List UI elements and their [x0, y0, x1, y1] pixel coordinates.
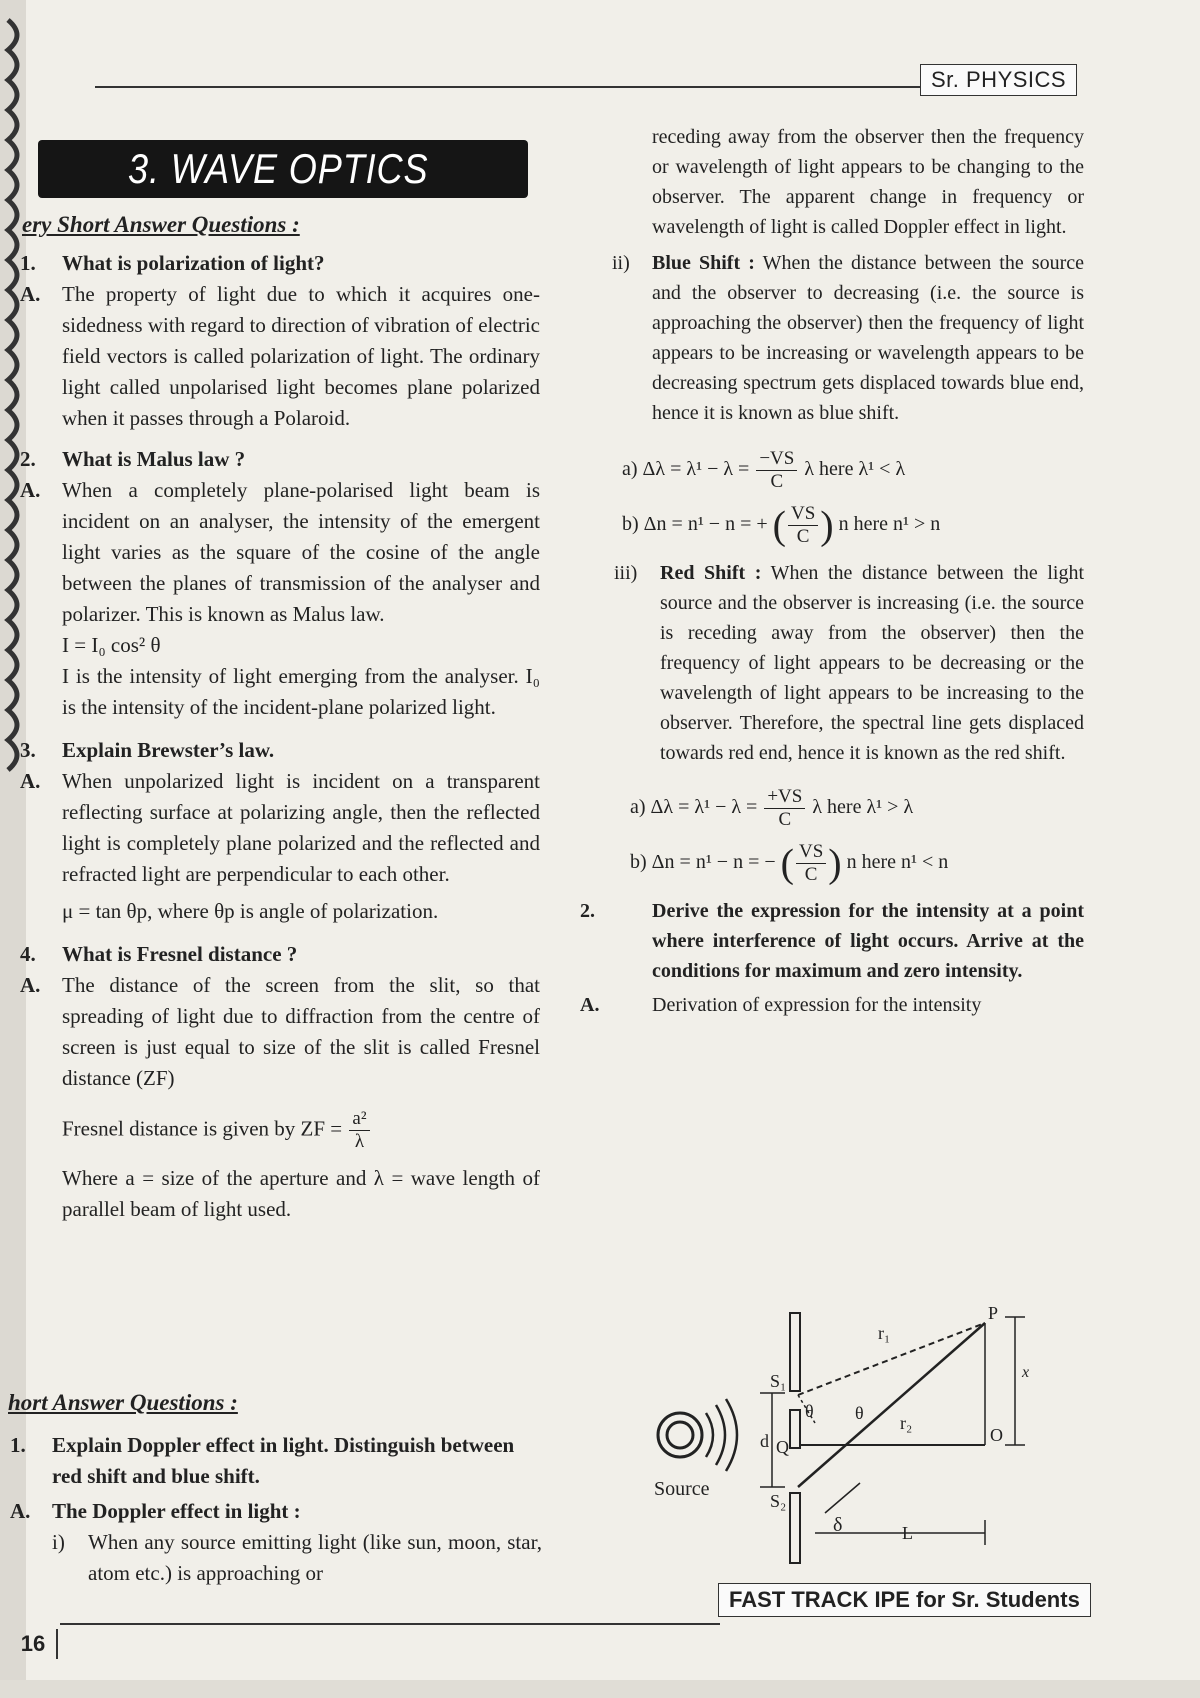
wavefront	[716, 1405, 725, 1465]
question-text: What is Malus law ?	[62, 447, 246, 471]
fresnel-formula	[62, 1108, 540, 1153]
page-number: 16	[10, 1629, 58, 1659]
answer-3	[20, 766, 540, 927]
label-r1: r₁	[878, 1323, 891, 1343]
fraction-numerator: a²	[349, 1108, 369, 1131]
answer-2	[20, 475, 540, 723]
label-source: Source	[654, 1478, 710, 1500]
question-right-2	[580, 896, 1084, 986]
question-1	[20, 248, 540, 279]
footer-rule	[60, 1623, 720, 1625]
answer-text: When unpolarized light is incident on a transparent reflecting surface at polarizing angle, then the reflected light is completely plane polarized and the reflected and refracted light are perpendicular to each other.	[62, 769, 540, 886]
eq-fraction	[764, 786, 805, 831]
fraction-denominator: C	[804, 864, 818, 885]
answer-tag: A.	[20, 282, 41, 306]
answer-point-i	[52, 1527, 542, 1589]
point-tag: i)	[52, 1530, 65, 1554]
ray-r1	[798, 1323, 985, 1395]
eq-rhs: n here n¹ < n	[846, 851, 949, 874]
answer-4	[20, 970, 540, 1225]
eq-rhs: λ here λ¹ < λ	[804, 458, 906, 481]
doppler-continuation: receding away from the observer then the frequency or wavelength of light appears to be changing to the observer. The apparent change in frequency or wavelength of light is called Doppler effect in light.	[652, 126, 1084, 238]
answer-5	[10, 1496, 542, 1589]
answer-text: Derivation of expression for the intensity	[652, 994, 982, 1016]
question-text: Derive the expression for the intensity at a point where interference of light occurs. Arrive at the conditions for maximum and zero intensity.	[652, 900, 1084, 982]
footer-label: FAST TRACK IPE for Sr. Students	[718, 1583, 1091, 1617]
answer-1	[20, 279, 540, 434]
question-5	[10, 1430, 542, 1492]
label-o: O	[990, 1425, 1003, 1445]
blue-shift-text: When the distance between the source and the observer to decreasing (i.e. the source is approaching the observer) then the frequency of light appears to be increasing or wavelength appears to be decreasing spectrum gets displaced towards blue end, hence it is known as blue shift.	[652, 252, 1084, 424]
left-column-bottom	[10, 1430, 542, 1593]
label-q: Q	[776, 1437, 789, 1457]
fraction-denominator: C	[770, 471, 784, 492]
section-heading-very-short: ery Short Answer Questions :	[22, 212, 300, 237]
question-text: What is Fresnel distance ?	[62, 942, 298, 966]
question-number: 4.	[20, 942, 36, 966]
label-s2: S₂	[770, 1491, 787, 1511]
close-paren: )	[820, 502, 834, 548]
question-number: 1.	[20, 251, 36, 275]
header-rule	[95, 86, 923, 88]
eq-lhs: Δn = n¹ − n = −	[651, 851, 776, 874]
point-tag: iii)	[614, 562, 638, 584]
delta-arrow	[825, 1483, 860, 1513]
label-l: L	[902, 1523, 913, 1543]
question-number: 1.	[10, 1433, 26, 1457]
fresnel-fraction	[349, 1108, 369, 1153]
eq-label: a)	[630, 796, 646, 819]
wavefront	[706, 1413, 713, 1457]
label-p: P	[988, 1305, 999, 1323]
answer-heading: The Doppler effect in light :	[52, 1499, 301, 1523]
eq-label: b)	[622, 513, 639, 536]
answer-text: The property of light due to which it acquires one-sidedness with regard to direction of vibration of electric field vectors is called polarization of light. The ordinary light called unpolarised light becomes plane polarized when it passes through a Polaroid.	[62, 282, 540, 430]
question-text: What is polarization of light?	[62, 251, 325, 275]
fraction-numerator: +VS	[764, 786, 805, 809]
red-shift-title: Red Shift :	[660, 562, 762, 584]
eq-rhs: n here n¹ > n	[838, 513, 941, 536]
fraction-denominator: C	[778, 809, 792, 830]
fraction-denominator: C	[796, 526, 810, 547]
blue-shift-title: Blue Shift :	[652, 252, 755, 274]
right-column	[580, 122, 1085, 1024]
blue-shift-eq-b	[622, 503, 1084, 548]
question-text: Explain Brewster’s law.	[62, 738, 275, 762]
label-d: d	[760, 1431, 769, 1451]
fraction-numerator: VS	[796, 841, 826, 864]
point-text: When any source emitting light (like sun, moon, star, atom etc.) is approaching or	[88, 1530, 542, 1585]
answer-text: When a completely plane-polarised light beam is incident on an analyser, the intensity of the emergent light varies as the square of the cosine of the angle between the planes of transmission of the analyser and polarizer. This is known as Malus law.	[62, 478, 540, 626]
close-paren: )	[828, 840, 842, 886]
question-2	[20, 444, 540, 475]
answer-tag: A.	[580, 994, 600, 1016]
answer-tag: A.	[20, 478, 41, 502]
open-paren: (	[780, 840, 794, 886]
answer-right-2	[580, 990, 1084, 1020]
red-shift-text: When the distance between the light source and the observer is increasing (i.e. the source is receding away from the observer) then the frequency of light appears to be decreasing or the wavelength of light appears to be increasing to the observer. Therefore, the spectral line gets displaced towards red end, hence it is known as the red shift.	[660, 562, 1085, 764]
red-shift-eq-a	[630, 786, 1084, 831]
fraction-numerator: −VS	[756, 448, 797, 471]
red-shift-eq-b	[630, 841, 1084, 886]
slit-barrier-top	[790, 1313, 800, 1391]
question-number: 2.	[20, 447, 36, 471]
section-heading-short: hort Answer Questions :	[8, 1390, 238, 1415]
slit-barrier-bottom	[790, 1493, 800, 1563]
fraction-denominator: λ	[354, 1131, 365, 1152]
answer-tag: A.	[20, 769, 41, 793]
question-text: Explain Doppler effect in light. Distinguish between red shift and blue shift.	[52, 1433, 515, 1488]
brewster-formula: μ = tan θp, where θp is angle of polarization.	[62, 899, 439, 923]
wavefront	[726, 1399, 737, 1471]
eq-lhs: Δn = n¹ − n = +	[643, 513, 768, 536]
question-number: 2.	[580, 900, 595, 922]
question-4	[20, 939, 540, 970]
eq-label: b)	[630, 851, 647, 874]
fraction-numerator: VS	[788, 503, 818, 526]
point-tag: ii)	[612, 252, 630, 274]
eq-lhs: Δλ = λ¹ − λ =	[650, 796, 758, 819]
label-delta: δ	[833, 1514, 843, 1536]
ray-r2	[798, 1323, 985, 1487]
question-3	[20, 735, 540, 766]
label-s1: S₁	[770, 1371, 787, 1391]
red-shift-block	[614, 558, 1085, 886]
eq-label: a)	[622, 458, 638, 481]
answer-tag: A.	[10, 1499, 31, 1523]
left-column	[20, 248, 540, 1229]
open-paren: (	[772, 502, 786, 548]
blue-shift-eq-a	[622, 448, 1084, 493]
answer-text: The distance of the screen from the slit, so that spreading of light due to diffraction from the centre of screen is just equal to size of the slit is called Fresnel distance (ZF)	[62, 973, 540, 1090]
answer-explanation: I is the intensity of light emerging from the analyser. I₀ is the intensity of the incident-plane polarized light.	[62, 664, 540, 719]
answer-tag: A.	[20, 973, 41, 997]
label-r2: r₂	[900, 1413, 913, 1433]
question-number: 3.	[20, 738, 36, 762]
eq-fraction	[796, 841, 826, 886]
eq-lhs: Δλ = λ¹ − λ =	[642, 458, 750, 481]
eq-fraction	[756, 448, 797, 493]
slit-barrier-middle	[790, 1410, 800, 1448]
fresnel-where: Where a = size of the aperture and λ = wave length of parallel beam of light used.	[62, 1166, 540, 1221]
label-theta-2: θ	[855, 1403, 864, 1423]
eq-rhs: λ here λ¹ > λ	[812, 796, 914, 819]
blue-shift-block	[612, 248, 1084, 548]
eq-fraction	[788, 503, 818, 548]
malus-formula: I = I₀ cos² θ	[62, 633, 161, 657]
source-inner-ring	[667, 1422, 693, 1448]
label-x: x	[1022, 1364, 1030, 1381]
source-outer-ring	[658, 1413, 702, 1457]
fresnel-formula-intro: Fresnel distance is given by ZF =	[62, 1116, 343, 1141]
label-theta-1: θ	[805, 1401, 814, 1421]
chapter-title: 3. WAVE OPTICS	[128, 145, 429, 192]
header-label: Sr. PHYSICS	[920, 64, 1077, 96]
interference-diagram	[640, 1305, 1080, 1570]
